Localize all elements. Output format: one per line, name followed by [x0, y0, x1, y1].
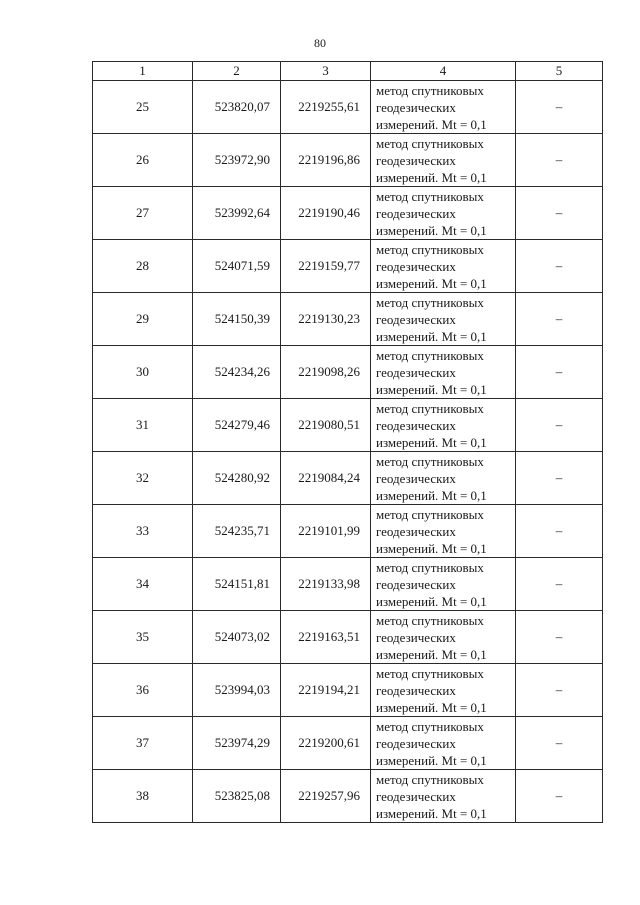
- method-line: измерений. Mt = 0,1: [376, 169, 487, 185]
- note-cell: –: [516, 134, 603, 187]
- method-line: измерений. Mt = 0,1: [376, 381, 487, 397]
- table-row: [93, 770, 603, 823]
- method-line: геодезических: [376, 205, 456, 221]
- table-row: [93, 664, 603, 717]
- note-cell: –: [516, 293, 603, 346]
- y-coordinate-cell: 2219130,23: [281, 293, 371, 346]
- method-line: геодезических: [376, 99, 456, 115]
- table-row: [93, 346, 603, 399]
- point-number-cell: 36: [93, 664, 193, 717]
- table-row: [93, 558, 603, 611]
- column-header-4: 4: [371, 62, 516, 81]
- x-coordinate-cell: 524150,39: [193, 293, 281, 346]
- method-line: геодезических: [376, 629, 456, 645]
- note-cell: –: [516, 558, 603, 611]
- point-number-cell: 27: [93, 187, 193, 240]
- coordinates-table: [92, 61, 603, 823]
- note-cell: –: [516, 240, 603, 293]
- method-line: геодезических: [376, 523, 456, 539]
- method-line: измерений. Mt = 0,1: [376, 593, 487, 609]
- point-number-cell: 37: [93, 717, 193, 770]
- table-row: [93, 187, 603, 240]
- method-line: геодезических: [376, 152, 456, 168]
- y-coordinate-cell: 2219200,61: [281, 717, 371, 770]
- x-coordinate-cell: 524279,46: [193, 399, 281, 452]
- table-row: [93, 399, 603, 452]
- y-coordinate-cell: 2219255,61: [281, 81, 371, 134]
- method-line: измерений. Mt = 0,1: [376, 434, 487, 450]
- y-coordinate-cell: 2219196,86: [281, 134, 371, 187]
- note-cell: –: [516, 346, 603, 399]
- method-line: геодезических: [376, 788, 456, 804]
- table-row: [93, 505, 603, 558]
- method-line: геодезических: [376, 682, 456, 698]
- y-coordinate-cell: 2219159,77: [281, 240, 371, 293]
- point-number-cell: 34: [93, 558, 193, 611]
- method-line: метод спутниковых: [376, 665, 484, 681]
- method-line: измерений. Mt = 0,1: [376, 116, 487, 132]
- page-number: 80: [314, 36, 326, 50]
- point-number-cell: 31: [93, 399, 193, 452]
- x-coordinate-cell: 524280,92: [193, 452, 281, 505]
- x-coordinate-cell: 523972,90: [193, 134, 281, 187]
- method-line: измерений. Mt = 0,1: [376, 222, 487, 238]
- point-number-cell: 35: [93, 611, 193, 664]
- method-line: метод спутниковых: [376, 294, 484, 310]
- note-cell: –: [516, 505, 603, 558]
- method-line: метод спутниковых: [376, 347, 484, 363]
- method-line: метод спутниковых: [376, 771, 484, 787]
- method-line: измерений. Mt = 0,1: [376, 275, 487, 291]
- note-cell: –: [516, 770, 603, 823]
- y-coordinate-cell: 2219098,26: [281, 346, 371, 399]
- method-line: метод спутниковых: [376, 506, 484, 522]
- x-coordinate-cell: 524234,26: [193, 346, 281, 399]
- method-line: метод спутниковых: [376, 188, 484, 204]
- table-row: [93, 293, 603, 346]
- method-cell: [371, 558, 516, 611]
- method-line: измерений. Mt = 0,1: [376, 540, 487, 556]
- column-header-5: 5: [516, 62, 603, 81]
- table-row: [93, 452, 603, 505]
- x-coordinate-cell: 523994,03: [193, 664, 281, 717]
- x-coordinate-cell: 524151,81: [193, 558, 281, 611]
- table-row: [93, 611, 603, 664]
- x-coordinate-cell: 523974,29: [193, 717, 281, 770]
- method-line: метод спутниковых: [376, 559, 484, 575]
- note-cell: –: [516, 187, 603, 240]
- point-number-cell: 25: [93, 81, 193, 134]
- method-cell: [371, 81, 516, 134]
- method-line: геодезических: [376, 311, 456, 327]
- method-cell: [371, 346, 516, 399]
- x-coordinate-cell: 523992,64: [193, 187, 281, 240]
- column-header-2: 2: [193, 62, 281, 81]
- y-coordinate-cell: 2219163,51: [281, 611, 371, 664]
- method-line: измерений. Mt = 0,1: [376, 646, 487, 662]
- method-cell: [371, 134, 516, 187]
- method-line: измерений. Mt = 0,1: [376, 328, 487, 344]
- column-header-3: 3: [281, 62, 371, 81]
- y-coordinate-cell: 2219190,46: [281, 187, 371, 240]
- point-number-cell: 26: [93, 134, 193, 187]
- note-cell: –: [516, 664, 603, 717]
- point-number-cell: 30: [93, 346, 193, 399]
- method-line: метод спутниковых: [376, 241, 484, 257]
- table-row: [93, 717, 603, 770]
- method-cell: [371, 399, 516, 452]
- y-coordinate-cell: 2219080,51: [281, 399, 371, 452]
- method-line: геодезических: [376, 417, 456, 433]
- x-coordinate-cell: 524073,02: [193, 611, 281, 664]
- y-coordinate-cell: 2219101,99: [281, 505, 371, 558]
- point-number-cell: 32: [93, 452, 193, 505]
- method-line: метод спутниковых: [376, 82, 484, 98]
- method-line: геодезических: [376, 735, 456, 751]
- method-line: измерений. Mt = 0,1: [376, 752, 487, 768]
- table-header-row: [93, 62, 603, 81]
- y-coordinate-cell: 2219084,24: [281, 452, 371, 505]
- method-cell: [371, 240, 516, 293]
- method-cell: [371, 770, 516, 823]
- method-cell: [371, 611, 516, 664]
- method-cell: [371, 452, 516, 505]
- y-coordinate-cell: 2219133,98: [281, 558, 371, 611]
- method-line: метод спутниковых: [376, 400, 484, 416]
- method-line: геодезических: [376, 470, 456, 486]
- y-coordinate-cell: 2219257,96: [281, 770, 371, 823]
- note-cell: –: [516, 717, 603, 770]
- note-cell: –: [516, 81, 603, 134]
- method-cell: [371, 293, 516, 346]
- method-line: метод спутниковых: [376, 718, 484, 734]
- method-line: метод спутниковых: [376, 612, 484, 628]
- method-cell: [371, 717, 516, 770]
- point-number-cell: 33: [93, 505, 193, 558]
- x-coordinate-cell: 523825,08: [193, 770, 281, 823]
- table-row: [93, 81, 603, 134]
- table-row: [93, 240, 603, 293]
- method-line: метод спутниковых: [376, 135, 484, 151]
- method-line: измерений. Mt = 0,1: [376, 487, 487, 503]
- method-line: геодезических: [376, 258, 456, 274]
- table-body: [93, 81, 603, 823]
- table-row: [93, 134, 603, 187]
- note-cell: –: [516, 452, 603, 505]
- x-coordinate-cell: 523820,07: [193, 81, 281, 134]
- point-number-cell: 28: [93, 240, 193, 293]
- method-line: измерений. Mt = 0,1: [376, 805, 487, 821]
- point-number-cell: 29: [93, 293, 193, 346]
- note-cell: –: [516, 399, 603, 452]
- x-coordinate-cell: 524235,71: [193, 505, 281, 558]
- method-line: геодезических: [376, 364, 456, 380]
- method-cell: [371, 664, 516, 717]
- column-header-1: 1: [93, 62, 193, 81]
- point-number-cell: 38: [93, 770, 193, 823]
- method-cell: [371, 505, 516, 558]
- method-cell: [371, 187, 516, 240]
- method-line: метод спутниковых: [376, 453, 484, 469]
- method-line: измерений. Mt = 0,1: [376, 699, 487, 715]
- y-coordinate-cell: 2219194,21: [281, 664, 371, 717]
- method-line: геодезических: [376, 576, 456, 592]
- note-cell: –: [516, 611, 603, 664]
- x-coordinate-cell: 524071,59: [193, 240, 281, 293]
